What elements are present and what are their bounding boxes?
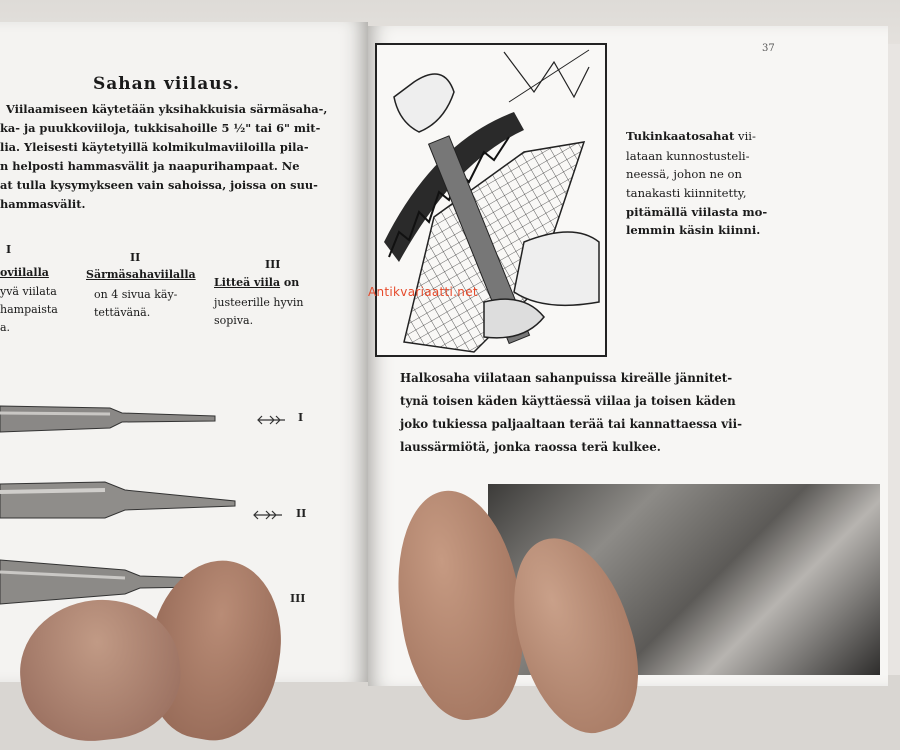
column-text: sopiva. bbox=[214, 314, 254, 327]
section-heading: Sahan viilaus. bbox=[93, 74, 241, 94]
caption-text: tanakasti kiinnitetty, bbox=[626, 186, 747, 200]
halkosaha-line: Halkosaha viilataan sahanpuissa kireälle jännitet- bbox=[400, 371, 733, 385]
column-heading: oviilalla bbox=[0, 266, 49, 279]
column-heading: Särmäsahaviilalla bbox=[86, 268, 196, 281]
paragraph-line: Viilaamiseen käytetään yksihakkuisia särmäsaha-, bbox=[6, 102, 328, 116]
halkosaha-line: joko tukiessa paljaaltaan terää tai kannattaessa vii- bbox=[400, 417, 742, 431]
watermark: Antikvariaatti.net bbox=[368, 285, 478, 299]
column-text: yvä viilata bbox=[0, 285, 57, 298]
column-heading-tail: on bbox=[280, 276, 300, 289]
caption-line bbox=[626, 185, 747, 202]
caption-line bbox=[626, 166, 742, 183]
column-numeral: I bbox=[6, 243, 12, 256]
caption-bold: Tukinkaatosahat bbox=[626, 129, 735, 143]
paragraph-line: ka- ja puukkoviiloja, tukkisahoille 5 ½" tai 6" mit- bbox=[0, 121, 321, 135]
column-text: a. bbox=[0, 321, 11, 334]
column-heading-underlined: Litteä viila bbox=[214, 276, 281, 289]
caption-text: vii- bbox=[734, 129, 756, 143]
caption-text: neessä, johon ne on bbox=[626, 167, 743, 181]
file-label: III bbox=[290, 592, 306, 605]
arrow-icon bbox=[254, 416, 285, 519]
halkosaha-line: tynä toisen käden käyttäessä viilaa ja toisen käden bbox=[400, 394, 736, 408]
paragraph-line: n helposti hammasvälit ja naapurihampaat. Ne bbox=[0, 159, 300, 173]
caption-line bbox=[626, 222, 760, 239]
halkosaha-line: laussärmiötä, jonka raossa terä kulkee. bbox=[400, 440, 661, 454]
column-numeral: III bbox=[265, 258, 281, 271]
paragraph-line: at tulla kysymykseen vain sahoissa, joissa on suu- bbox=[0, 178, 318, 192]
file-illustration-2 bbox=[0, 482, 235, 518]
file-label: II bbox=[296, 507, 307, 520]
column-heading bbox=[214, 276, 299, 289]
column-text: hampaista bbox=[0, 303, 58, 316]
saw-filing-illustration bbox=[374, 42, 608, 358]
caption-line bbox=[626, 128, 756, 145]
column-text: justeerille hyvin bbox=[214, 296, 304, 309]
column-numeral: II bbox=[130, 251, 141, 264]
caption-bold: lemmin käsin kiinni. bbox=[626, 223, 761, 237]
paragraph-line: lia. Yleisesti käytetyillä kolmikulmaviiloilla pila- bbox=[0, 140, 309, 154]
caption-line bbox=[626, 204, 767, 221]
caption-text: lataan kunnostusteli- bbox=[626, 149, 750, 163]
paragraph-line: hammasvälit. bbox=[0, 197, 86, 211]
caption-line bbox=[626, 148, 750, 165]
page-number: 37 bbox=[762, 43, 775, 54]
file-label: I bbox=[298, 411, 304, 424]
column-text: tettävänä. bbox=[94, 306, 151, 319]
caption-bold: pitämällä viilasta mo- bbox=[626, 205, 768, 219]
file-illustration-1 bbox=[0, 406, 215, 432]
column-text: on 4 sivua käy- bbox=[94, 288, 178, 301]
